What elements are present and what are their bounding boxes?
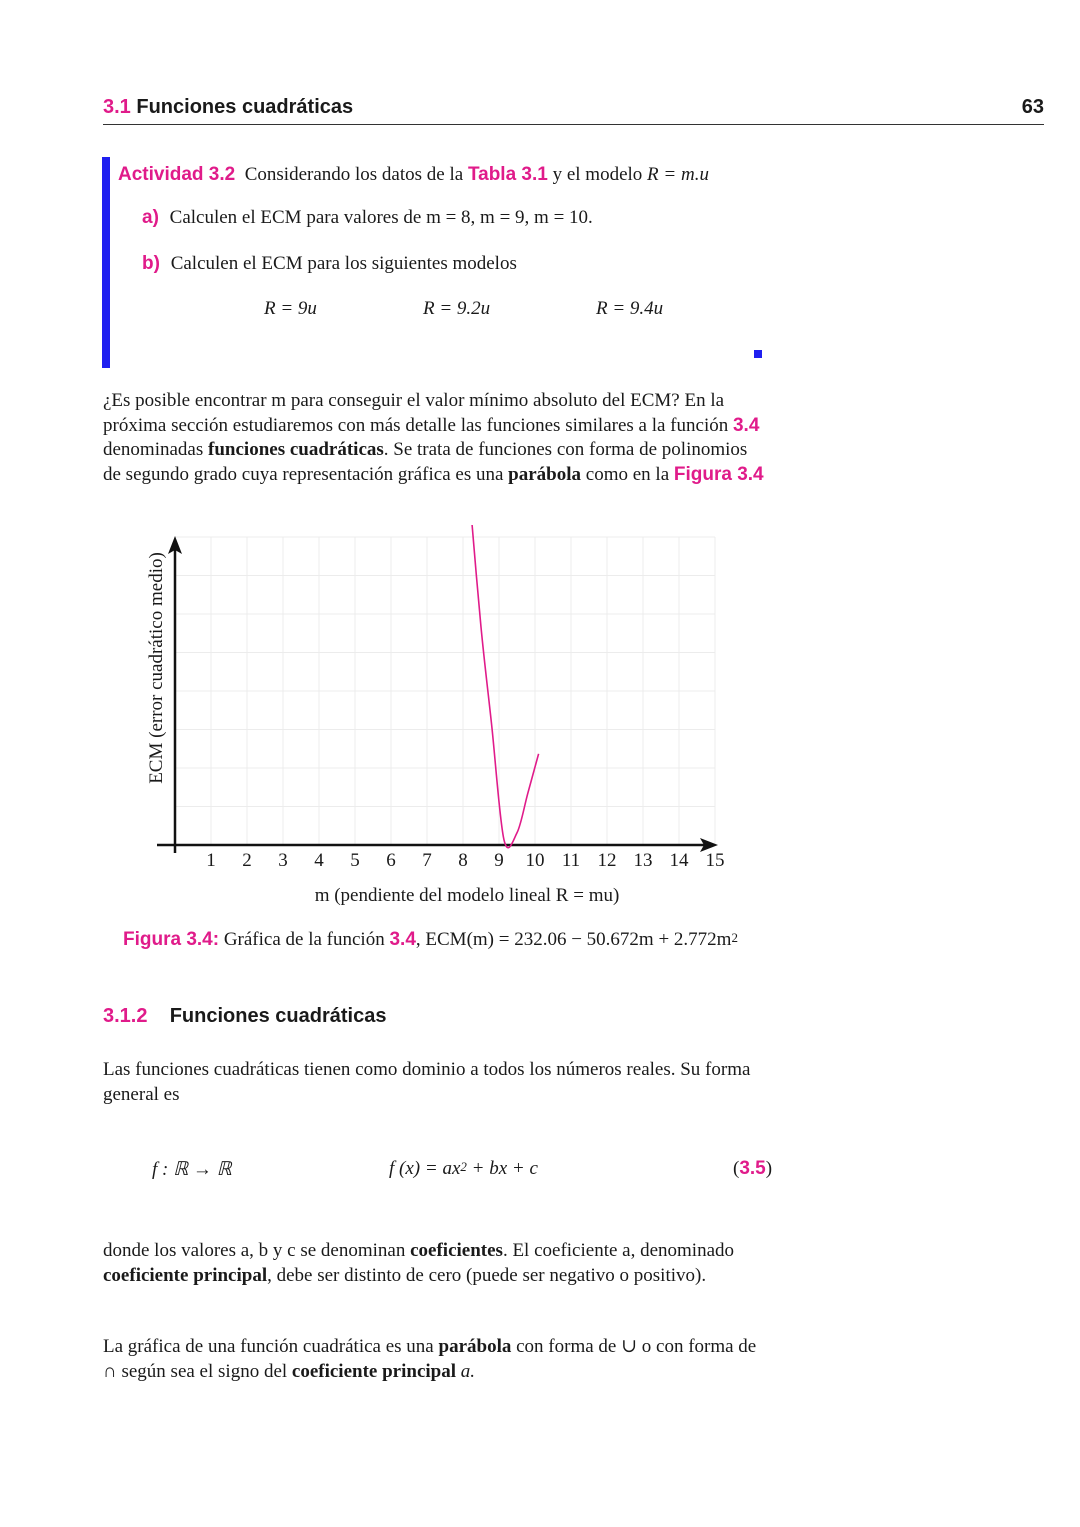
- x-tick-label: 6: [386, 850, 396, 871]
- caption-text-b: , ECM(m) = 232.06 − 50.672m + 2.772m: [415, 929, 732, 950]
- p2-line2: general es: [103, 1083, 180, 1105]
- subsection-heading: [103, 1005, 386, 1028]
- p1-line3-bold: funciones cuadráticas: [208, 439, 384, 461]
- chart-grid: [175, 537, 715, 845]
- activity-intro: [118, 164, 709, 186]
- eq-formula-a: f (x) = ax: [389, 1158, 461, 1179]
- p3-line1b: . El coeficiente a, denominado: [502, 1240, 735, 1261]
- caption-label: Figura 3.4:: [123, 929, 220, 950]
- x-tick-label: 7: [422, 850, 432, 871]
- paragraph-1: [103, 389, 771, 487]
- x-tick-label: 4: [314, 850, 324, 871]
- p4-line2-bold: coeficiente principal: [291, 1360, 457, 1382]
- activity-model-formula: R = m.u: [647, 164, 709, 185]
- activity-item-a: [142, 207, 593, 229]
- subsection-title: Funciones cuadráticas: [169, 1005, 387, 1027]
- x-tick-label: 3: [278, 850, 288, 871]
- x-tick-label: 10: [525, 850, 545, 871]
- equation-formula: [389, 1158, 538, 1180]
- item-text: Calculen el ECM para valores de m = 8, m = 9, m = 10.: [169, 207, 593, 228]
- ecm-chart: [140, 525, 740, 915]
- activity-label: Actividad 3.2: [118, 164, 236, 185]
- equation-number-ref[interactable]: 3.5: [739, 1158, 766, 1179]
- equation-number: (3.5): [733, 1158, 773, 1179]
- figure-ref-link[interactable]: Figura 3.4: [673, 463, 764, 485]
- p3-line2-bold: coeficiente principal: [103, 1264, 268, 1286]
- ecm-parabola: [470, 525, 538, 848]
- item-text: Calculen el ECM para los siguientes modelos: [170, 253, 517, 274]
- model-1: R = 9u: [264, 298, 317, 319]
- activity-item-b: [142, 253, 517, 275]
- p4-line1b: con forma de ∪ o con forma de: [516, 1336, 757, 1357]
- p1-line4a: de segundo grado cuya representación gráfica es una: [103, 463, 504, 485]
- paragraph-2: [103, 1058, 771, 1107]
- activity-intro-tail: y el modelo: [552, 164, 643, 185]
- end-of-activity-square: [754, 350, 762, 358]
- p3-line1a: donde los valores a, b y c se denominan: [103, 1240, 406, 1261]
- model-3: R = 9.4u: [596, 298, 664, 319]
- p1-line4-bold: parábola: [508, 463, 582, 485]
- chart-axes: [157, 536, 718, 853]
- p1-line2: próxima sección estudiaremos con más detalle las funciones similares a la función: [103, 414, 729, 436]
- x-tick-label: 5: [350, 850, 360, 871]
- x-tick-label: 13: [633, 850, 653, 871]
- activity-bar: [102, 157, 110, 368]
- x-axis-label: m (pendiente del modelo lineal R = mu): [314, 885, 620, 906]
- function-ref-link[interactable]: 3.4: [732, 414, 760, 436]
- p4-line2b: a.: [460, 1360, 476, 1382]
- x-tick-label: 11: [561, 850, 581, 871]
- p4-line2a: ∩ según sea el signo del: [103, 1360, 288, 1382]
- x-tick-label: 12: [597, 850, 617, 871]
- caption-function-ref[interactable]: 3.4: [389, 929, 416, 950]
- y-axis-label: ECM (error cuadrático medio): [146, 552, 167, 784]
- p3-line1-bold: coeficientes: [410, 1240, 503, 1261]
- paragraph-4: [103, 1335, 771, 1384]
- p4-line1a: La gráfica de una función cuadrática es una: [103, 1336, 434, 1357]
- x-tick-label: 14: [669, 850, 689, 871]
- p1-line3b: . Se trata de funciones con forma de polinomios: [383, 439, 748, 461]
- p2-line1: Las funciones cuadráticas tienen como dominio a todos los números reales. Su forma: [103, 1059, 751, 1080]
- x-tick-label: 1: [206, 850, 216, 871]
- activity-intro-text: Considerando los datos de la: [244, 164, 464, 185]
- x-tick-label: 15: [705, 850, 725, 871]
- section-title: 3.1 Funciones cuadráticas: [103, 96, 354, 118]
- page-number: 63: [1021, 96, 1044, 118]
- x-tick-label: 2: [242, 850, 252, 871]
- figure-caption: [123, 929, 738, 951]
- x-tick-labels: [206, 850, 724, 871]
- caption-text-a: Gráfica de la función: [223, 929, 385, 950]
- p1-line4b: como en la: [585, 463, 670, 485]
- p1-line1: ¿Es posible encontrar m para conseguir el valor mínimo absoluto del ECM? En la: [103, 390, 725, 411]
- item-label: b): [142, 253, 160, 274]
- table-ref-link[interactable]: Tabla 3.1: [467, 164, 548, 185]
- section-title-text: Funciones cuadráticas: [136, 96, 354, 118]
- eq-formula-b: + bx + c: [466, 1158, 538, 1179]
- x-tick-label: 8: [458, 850, 468, 871]
- model-2: R = 9.2u: [423, 298, 491, 319]
- p4-line1-bold: parábola: [438, 1336, 512, 1357]
- p1-line3a: denominadas: [103, 439, 204, 461]
- subsection-number: 3.1.2: [103, 1005, 148, 1027]
- eq-exponent: 2: [460, 1159, 467, 1174]
- equation-domain: f : ℝ → ℝ: [152, 1159, 232, 1180]
- running-header: [103, 96, 1044, 125]
- item-label: a): [142, 207, 159, 228]
- caption-exponent: 2: [731, 930, 738, 945]
- paragraph-3: [103, 1239, 771, 1288]
- p3-line2b: , debe ser distinto de cero (puede ser negativo o positivo).: [267, 1264, 707, 1286]
- x-tick-label: 9: [494, 850, 504, 871]
